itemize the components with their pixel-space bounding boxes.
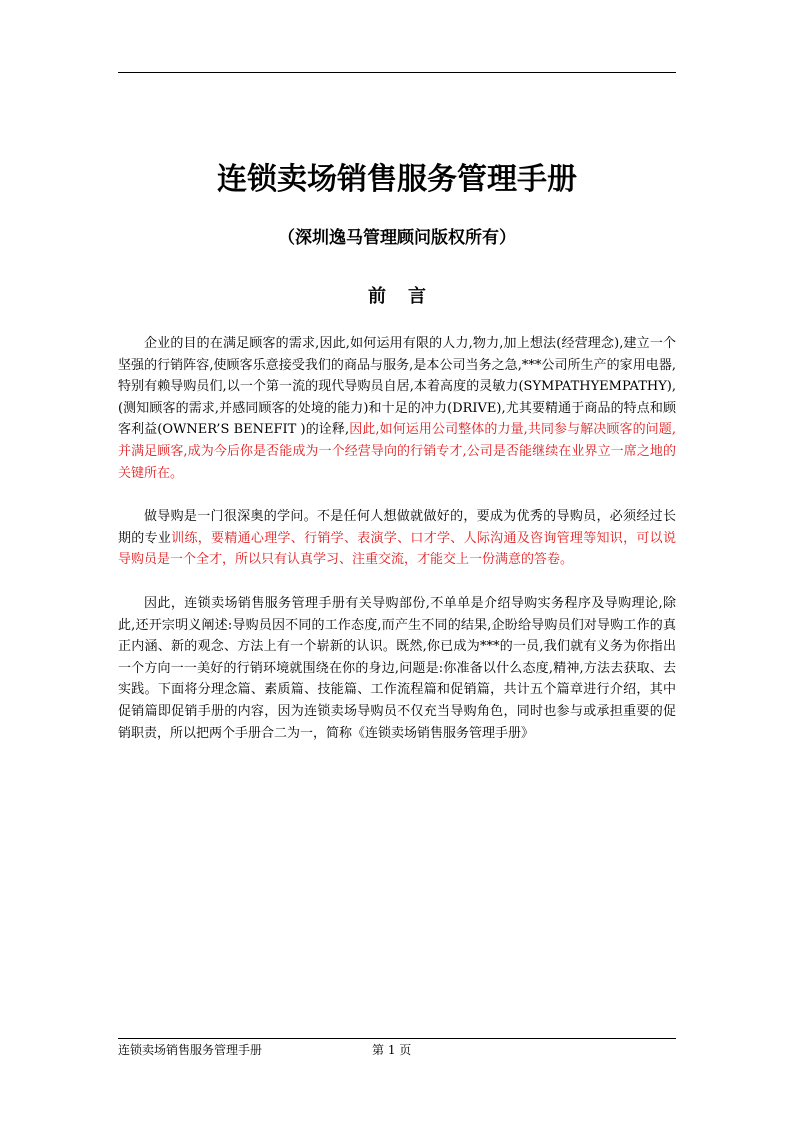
document-title: 连锁卖场销售服务管理手册: [217, 162, 577, 197]
paragraph-1-highlight: 因此,如何运用公司整体的力量,共同参与解决顾客的问题,并满足顾客,成为今后你是否能成为一个经营导向的行销专才,公司是否能继续在业界立一席之地的关键所在。: [118, 422, 676, 481]
header-rule: [118, 72, 676, 73]
footer-rule: [118, 1038, 676, 1039]
footer-page-number: 第 1 页: [372, 1043, 412, 1057]
preface-heading: 前言: [368, 286, 448, 307]
paragraph-1: [118, 333, 676, 484]
paragraph-2-highlight: 训练，要精通心理学、行销学、表演学、口才学、人际沟通及咨询管理等知识，可以说导购员是一个全才，所以只有认真学习、注重交流，才能交上一份满意的答卷。: [118, 530, 676, 568]
document-body: [118, 333, 676, 766]
document-subtitle: （深圳逸马管理顾问版权所有）: [278, 228, 516, 248]
paragraph-2-text: 做导购是一门很深奥的学问。不是任何人想做就做好的，要成为优秀的导购员，必须经过长期的专业: [118, 509, 676, 546]
paragraph-3: [118, 593, 676, 744]
paragraph-2: [118, 506, 676, 571]
paragraph-3-text: 因此，连锁卖场销售服务管理手册有关导购部份,不单单是介绍导购实务程序及导购理论,除此,还开宗明义阐述:导购员因不同的工作态度,而产生不同的结果,企盼给导购员们对导购工作的真正内涵、新的观念、方法上有一个崭新的认识。既然,你已成为***的一员,我们就有义务为你指出一个方向一一美好的行销环境就围绕在你的身边,问题是:你准备以什么态度,精神,方法去获取、去实践。下面将分理念篇、素质篇、技能篇、工作流程篇和促销篇，共计五个篇章进行介绍，其中促销篇即促销手册的内容，因为连锁卖场导购员不仅充当导购角色，同时也参与或承担重要的促销职责，所以把两个手册合二为一，简称《连锁卖场销售服务管理手册》: [118, 595, 676, 741]
footer-document-name: 连锁卖场销售服务管理手册: [118, 1043, 263, 1057]
paragraph-1-text: 企业的目的在满足顾客的需求,因此,如何运用有限的人力,物力,加上想法(经营理念),建立一个坚强的行销阵容,使顾客乐意接受我们的商品与服务,是本公司当务之急,***公司所生产的家用电器,特别有赖导购员们,以一个第一流的现代导购员自居,本着高度的灵敏力(SYMPATHYEMPATHY),(测知顾客的需求,并感同顾客的处境的能力)和十足的冲力(DRIVE),尤其要精通于商品的特点和顾客利益(OWNER’S BENEFIT )的诠释,: [118, 336, 676, 438]
